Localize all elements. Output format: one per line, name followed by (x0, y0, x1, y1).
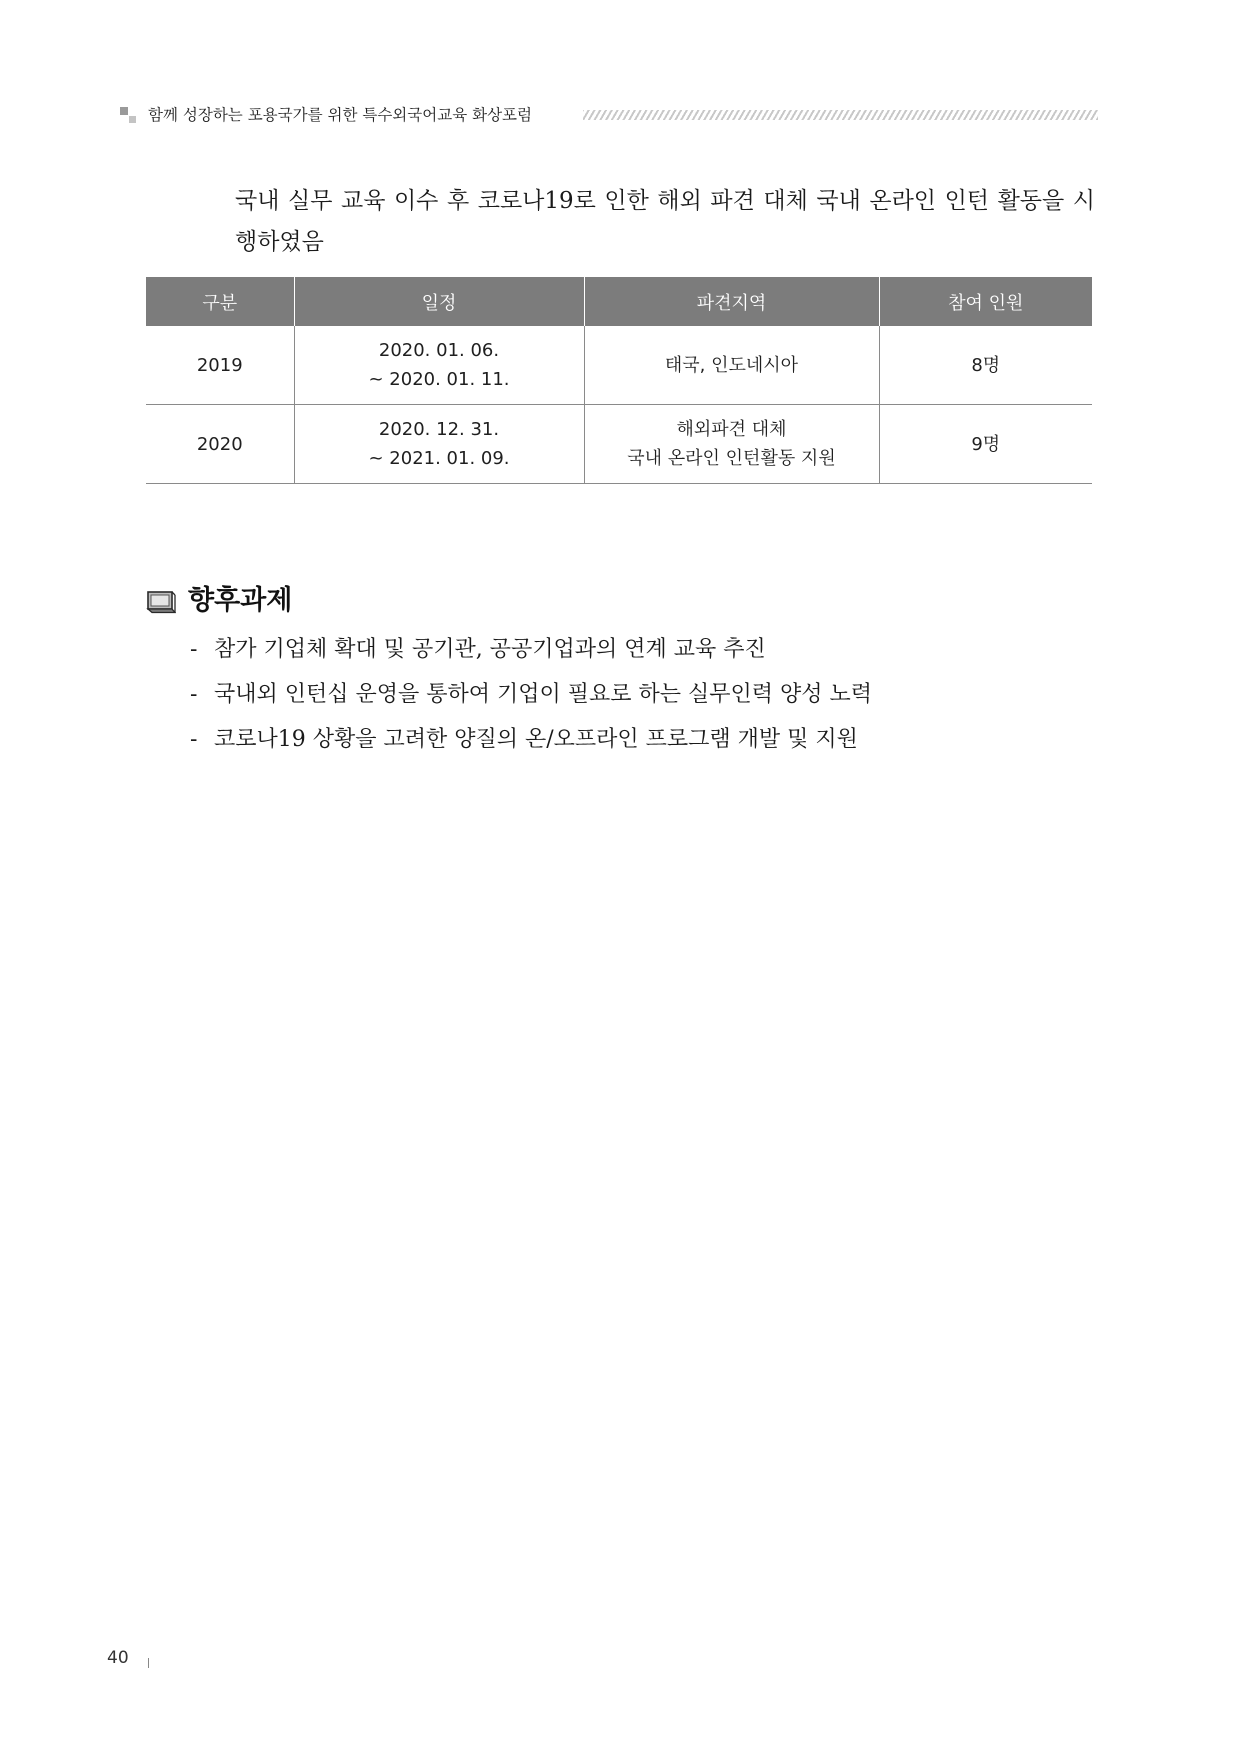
header-region: 파견지역 (584, 277, 879, 326)
schedule-start: 2020. 01. 06. (378, 340, 500, 361)
book-icon (146, 590, 176, 614)
header-schedule: 일정 (294, 277, 584, 326)
cell-year: 2020 (146, 405, 294, 484)
schedule-end: ~ 2021. 01. 09. (368, 448, 510, 469)
task-list (190, 630, 872, 765)
schedule-start: 2020. 12. 31. (378, 419, 500, 440)
schedule-end: ~ 2020. 01. 11. (368, 369, 510, 390)
region-line: 해외파견 대체 (676, 419, 787, 440)
cell-schedule (294, 326, 584, 405)
region-line: 국내 온라인 인턴활동 지원 (627, 448, 836, 469)
region-line: 태국, 인도네시아 (664, 354, 799, 376)
footer-divider (148, 1658, 149, 1668)
running-title: 함께 성장하는 포용국가를 위한 특수외국어교육 화상포럼 (148, 106, 532, 124)
task-text: 국내외 인턴십 운영을 통하여 기업이 필요로 하는 실무인력 양성 노력 (214, 682, 872, 707)
cell-year: 2019 (146, 326, 294, 405)
header-hatched-rule (583, 110, 1098, 120)
list-item (190, 675, 872, 720)
cell-schedule (294, 405, 584, 484)
table-header-row (146, 277, 1092, 326)
bullet-dash: - (190, 727, 198, 752)
bullet-dash: - (190, 637, 198, 662)
bullet-dash: - (190, 682, 198, 707)
running-header (120, 104, 1098, 126)
header-participants: 참여 인원 (879, 277, 1092, 326)
table-row (146, 405, 1092, 484)
task-text: 코로나19 상황을 고려한 양질의 온/오프라인 프로그램 개발 및 지원 (214, 727, 858, 752)
task-text: 참가 기업체 확대 및 공기관, 공공기업과의 연계 교육 추진 (214, 637, 766, 662)
cell-participants: 8명 (879, 326, 1092, 405)
header-squares-icon (120, 107, 136, 123)
page-number: 40 (107, 1648, 129, 1668)
intro-paragraph: 국내 실무 교육 이수 후 코로나19로 인한 해외 파견 대체 국내 온라인 인턴 활동을 시행하였음 (235, 188, 1095, 255)
dispatch-table (146, 277, 1092, 484)
list-item (190, 720, 872, 765)
cell-participants: 9명 (879, 405, 1092, 484)
table-row (146, 326, 1092, 405)
cell-region (584, 405, 879, 484)
cell-region (584, 326, 879, 405)
list-item (190, 630, 872, 675)
section-title: 향후과제 (188, 585, 293, 616)
header-category: 구분 (146, 277, 294, 326)
